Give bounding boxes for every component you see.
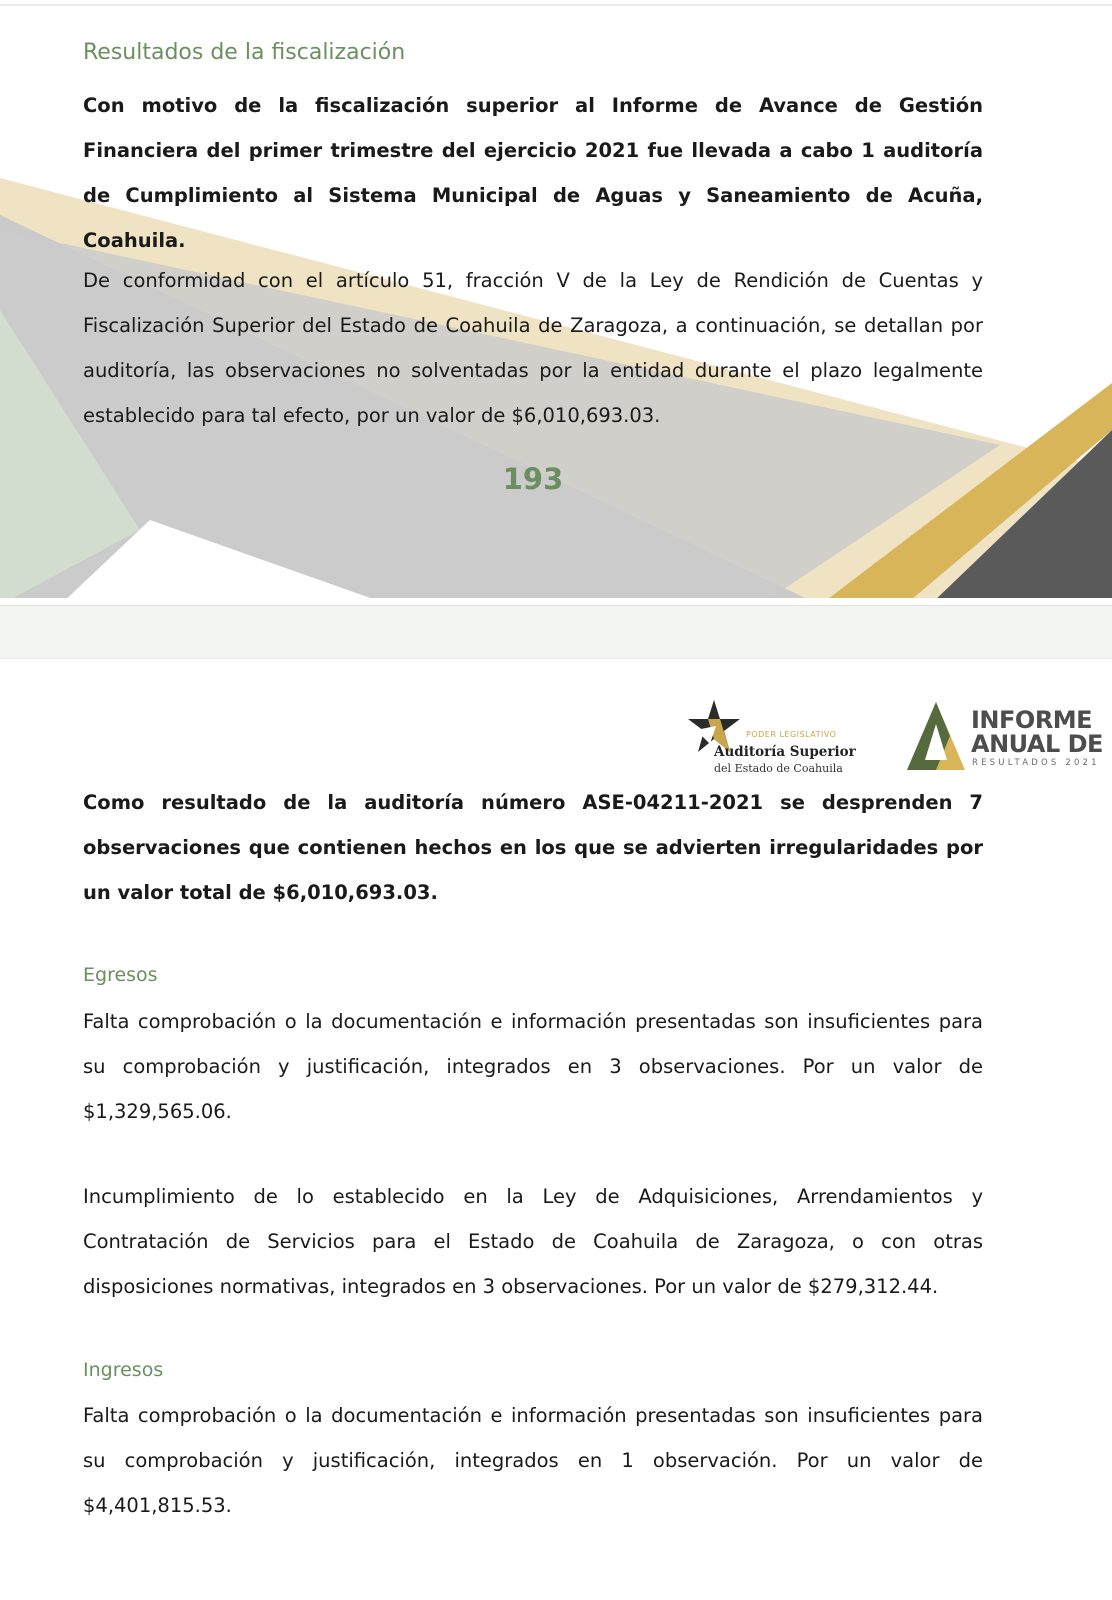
ase-name: Auditoría Superior [714,744,856,760]
page-number: 193 [502,462,564,496]
section-title: Resultados de la fiscalización [83,40,406,65]
ingresos-paragraph-1: Falta comprobación o la documentación e información presentadas son insuficientes para su comprobación y justificación, integrados en 1 observación. Por un valor de $4,401,815.53. [83,1404,983,1517]
egresos-paragraph-1: Falta comprobación o la documentación e información presentadas son insuficientes para su comprobación y justificación, integrados en 3 observaciones. Por un valor de $1,329,565.06. [83,1010,983,1123]
informe-line-1: INFORME [971,706,1093,734]
intro-paragraph: Con motivo de la fiscalización superior al Informe de Avance de Gestión Financiera del primer trimestre del ejercicio 2021 fue llevada a cabo 1 auditoría de Cumplimiento al Sistema Municipal de Aguas y Saneamiento de Acuña, Coahuila. [83,94,983,252]
page-193 [0,0,1112,605]
triangle-logo-icon [905,700,967,772]
ase-subtitle: del Estado de Coahuila [714,762,843,775]
top-rule [0,4,1112,6]
informe-logo [905,700,1105,776]
legal-paragraph: De conformidad con el artículo 51, fracción V de la Ley de Rendición de Cuentas y Fiscalización Superior del Estado de Coahuila de Zaragoza, a continuación, se detallan por auditoría, las observaciones no solventadas por la entidad durante el plazo legalmente establecido para tal efecto, por un valor de $6,010,693.03. [83,269,983,427]
ase-small-text: PODER LEGISLATIVO [746,730,837,739]
ingresos-heading: Ingresos [83,1359,164,1381]
informe-line-2: ANUAL DE [971,730,1103,758]
egresos-paragraph-2: Incumplimiento de lo establecido en la Ley de Adquisiciones, Arrendamientos y Contratación de Servicios para el Estado de Coahuila de Zaragoza, o con otras disposiciones normativas, integrados en 3 observaciones. Por un valor de $279,312.44. [83,1185,983,1298]
audit-result-paragraph: Como resultado de la auditoría número ASE-04211-2021 se desprenden 7 observaciones que contienen hechos en los que se advierten irregularidades por un valor total de $6,010,693.03. [83,791,983,904]
ase-logo [686,700,866,776]
egresos-heading: Egresos [83,964,158,986]
informe-line-3: RESULTADOS 2021 [972,758,1100,768]
page-separator [0,605,1112,659]
